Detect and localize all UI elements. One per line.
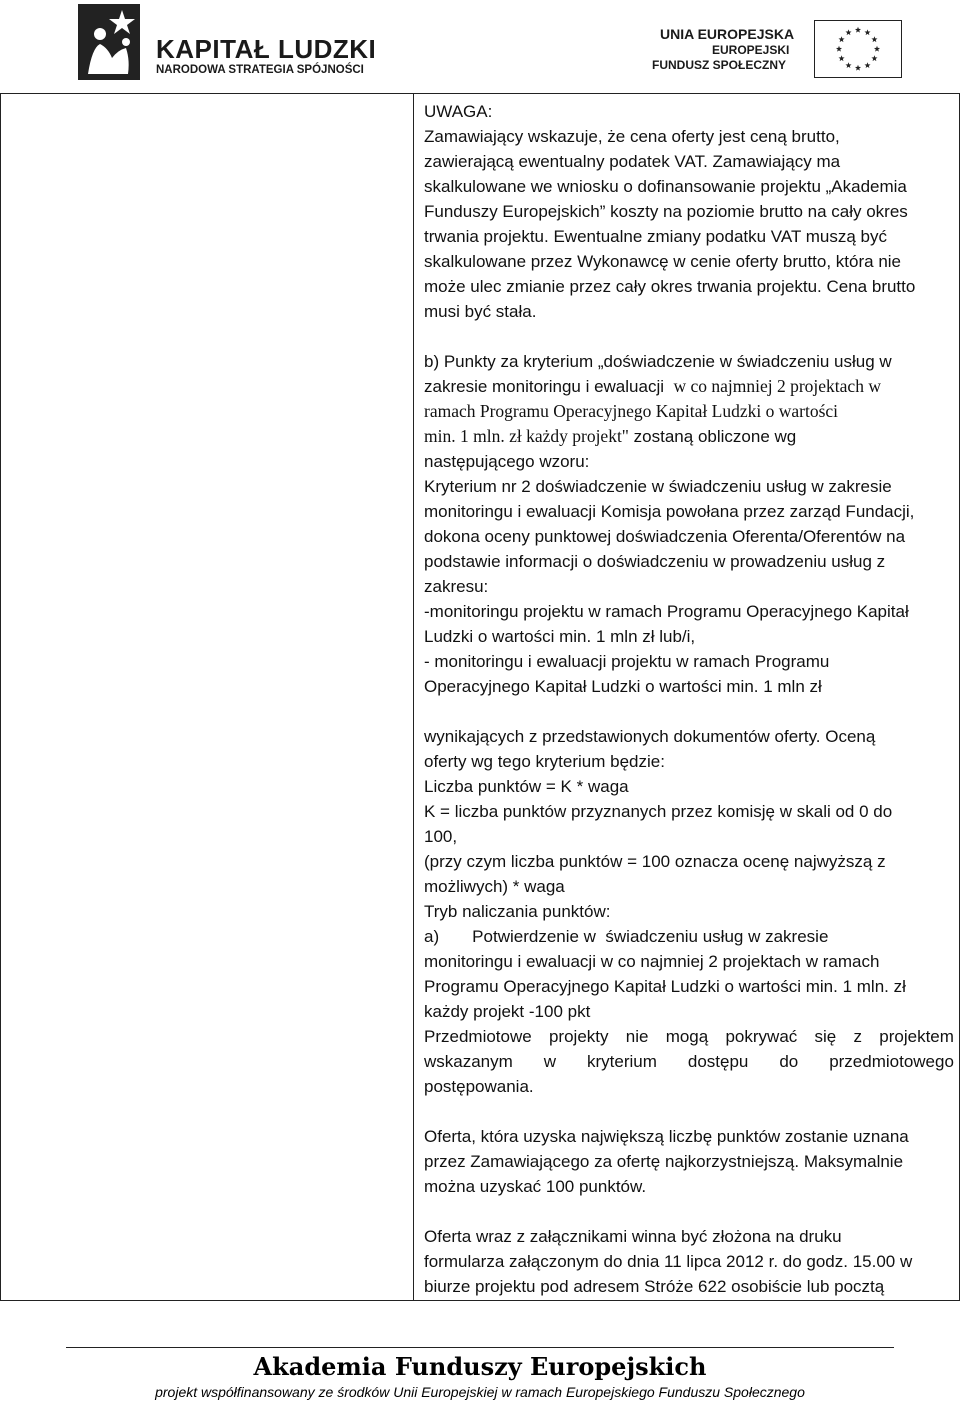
text-line: a) Potwierdzenie w świadczeniu usług w zakresie: [424, 927, 829, 946]
text-line: Oferta wraz z załącznikami winna być złożona na druku: [424, 1227, 842, 1246]
word: projektem: [879, 1027, 954, 1046]
text-line: Zamawiający wskazuje, że cena oferty jest ceną brutto,: [424, 127, 840, 146]
text-line: formularza załączonym do dnia 11 lipca 2012 r. do godz. 15.00 w: [424, 1252, 913, 1271]
text-line: monitoringu i ewaluacji w co najmniej 2 projektach w ramach: [424, 952, 880, 971]
word: z: [853, 1027, 863, 1046]
text-line: Funduszy Europejskich” koszty na poziomie brutto na cały okres: [424, 202, 908, 221]
submission-paragraph: [424, 1224, 954, 1299]
text-line: może ulec zmianie przez cały okres trwania projektu. Cena brutto: [424, 277, 916, 296]
justified-line: [424, 1049, 954, 1074]
text-line: wynikających z przedstawionych dokumentów oferty. Oceną: [424, 727, 876, 746]
footer-divider: [66, 1347, 894, 1348]
note-paragraph: [424, 99, 954, 324]
table-column-divider: [413, 93, 414, 1301]
text-line: następującego wzoru:: [424, 452, 590, 471]
text-line: Ludzki o wartości min. 1 mln zł lub/i,: [424, 627, 696, 646]
text-line: każdy projekt -100 pkt: [424, 1002, 591, 1021]
word: do: [779, 1052, 799, 1071]
text-line: Operacyjnego Kapitał Ludzki o wartości min. 1 mln zł: [424, 677, 822, 696]
text-line: Programu Operacyjnego Kapitał Ludzki o wartości min. 1 mln. zł: [424, 977, 906, 996]
text-line: możliwych) * waga: [424, 877, 565, 896]
text-line: oferty wg tego kryterium będzie:: [424, 752, 665, 771]
text-line: (przy czym liczba punktów = 100 oznacza ocenę najwyższą z: [424, 852, 886, 871]
result-paragraph: [424, 1124, 954, 1199]
word: się: [814, 1027, 837, 1046]
word: mogą: [665, 1027, 709, 1046]
word: w: [543, 1052, 557, 1071]
text-line: skalkulowane przez Wykonawcę w cenie oferty brutto, która nie: [424, 252, 902, 271]
text-line: zawierającą ewentualny podatek VAT. Zamawiający ma: [424, 152, 841, 171]
text-segment: zakresie monitoringu i ewaluacji: [424, 377, 674, 396]
text-line: dokona oceny punktowej doświadczenia Oferenta/Oferentów na: [424, 527, 906, 546]
text-line: -monitoringu projektu w ramach Programu Operacyjnego Kapitał: [424, 602, 909, 621]
text-segment-serif: w co najmniej 2 projektach w: [673, 376, 881, 396]
text-line: Oferta, która uzyska największą liczbę punktów zostanie uznana: [424, 1127, 909, 1146]
table-cell-content: [424, 99, 954, 1299]
text-line: można uzyskać 100 punktów.: [424, 1177, 647, 1196]
text-line-serif: ramach Programu Operacyjnego Kapitał Ludzki o wartości: [424, 401, 839, 421]
text-line: musi być stała.: [424, 302, 537, 321]
eu-logo-line3: FUNDUSZ SPOŁECZNY: [652, 58, 787, 72]
word: pokrywać: [725, 1027, 798, 1046]
footer-subtitle: projekt współfinansowany ze środków Unii Europejskiej w ramach Europejskiego Funduszu Społecznego: [155, 1384, 805, 1400]
word: dostępu: [687, 1052, 749, 1071]
kapital-ludzki-logo-icon: [78, 4, 140, 80]
scoring-paragraph: [424, 724, 954, 1099]
text-line: biurze projektu pod adresem Stróże 622 osobiście lub pocztą: [424, 1277, 885, 1296]
text-line: UWAGA:: [424, 102, 493, 121]
text-line: 100,: [424, 827, 458, 846]
eu-logo-line2: EUROPEJSKI: [712, 43, 790, 57]
text-line: podstawie informacji o doświadczeniu w prowadzeniu usług z: [424, 552, 886, 571]
text-segment-serif: min. 1 mln. zł każdy projekt": [424, 426, 629, 446]
footer-title: Akademia Funduszy Europejskich: [253, 1352, 707, 1381]
text-line: [424, 374, 954, 399]
text-line: przez Zamawiającego za ofertę najkorzystniejszą. Maksymalnie: [424, 1152, 904, 1171]
word: projekty: [548, 1027, 609, 1046]
text-line: K = liczba punktów przyznanych przez komisję w skali od 0 do: [424, 802, 893, 821]
kapital-ludzki-title: KAPITAŁ LUDZKI: [156, 34, 377, 64]
text-line: zakresu:: [424, 577, 489, 596]
word: wskazanym: [424, 1052, 513, 1071]
text-line: trwania projektu. Ewentualne zmiany podatku VAT muszą być: [424, 227, 888, 246]
text-line: Kryterium nr 2 doświadczenie w świadczeniu usług w zakresie: [424, 477, 892, 496]
word: kryterium: [587, 1052, 657, 1071]
text-segment: zostaną obliczone wg: [628, 427, 797, 446]
page-header: [0, 0, 960, 90]
criterion-paragraph: [424, 349, 954, 699]
text-line: [424, 424, 954, 449]
text-line: - monitoringu i ewaluacji projektu w ramach Programu: [424, 652, 830, 671]
eu-flag-icon: [814, 20, 902, 78]
kapital-ludzki-subtitle: NARODOWA STRATEGIA SPÓJNOŚCI: [156, 64, 364, 76]
word: nie: [625, 1027, 649, 1046]
word: przedmiotowego: [829, 1052, 954, 1071]
text-line: postępowania.: [424, 1077, 534, 1096]
text-line: b) Punkty za kryterium „doświadczenie w świadczeniu usług w: [424, 352, 892, 371]
text-line: Liczba punktów = K * waga: [424, 777, 629, 796]
word: Przedmiotowe: [424, 1027, 532, 1046]
eu-logo-line1: UNIA EUROPEJSKA: [660, 26, 795, 42]
justified-line: [424, 1024, 954, 1049]
text-line: monitoringu i ewaluacji Komisja powołana przez zarząd Fundacji,: [424, 502, 915, 521]
text-line: skalkulowane we wniosku o dofinansowanie projektu „Akademia: [424, 177, 907, 196]
text-line: Tryb naliczania punktów:: [424, 902, 611, 921]
